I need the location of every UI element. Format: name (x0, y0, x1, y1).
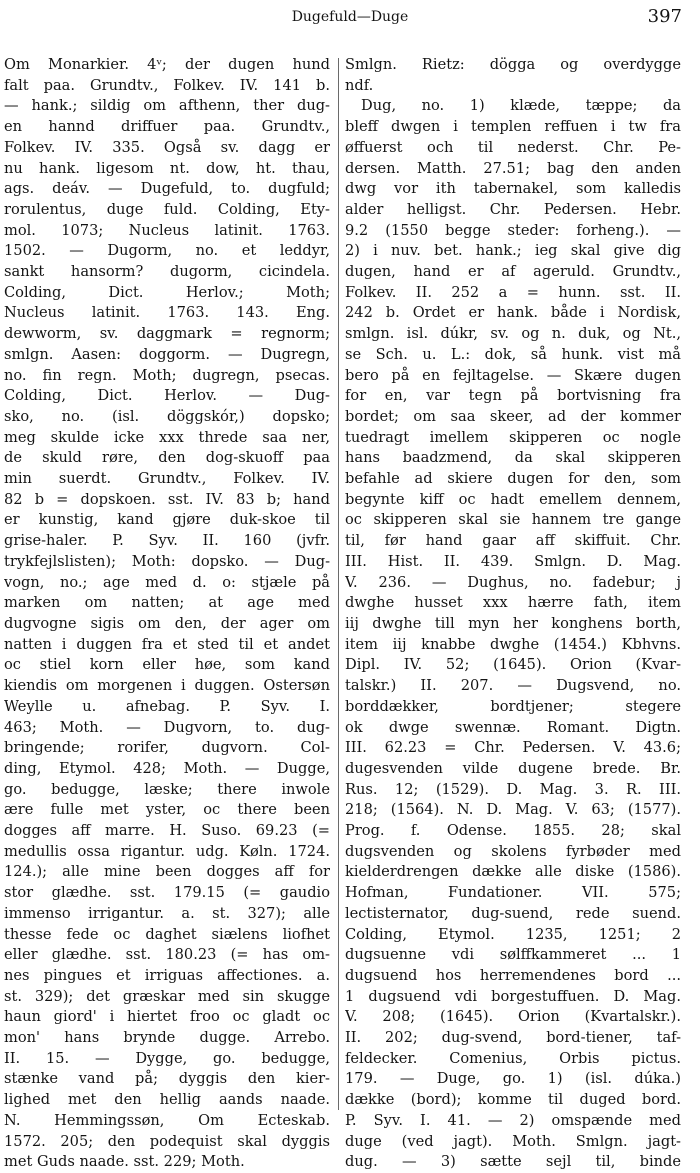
text-line: st. 329); det græskar med sin skugge (4, 987, 330, 1005)
text-line: dugsuend hos herremendenes bord ... (345, 966, 681, 984)
text-line: go. bedugge, læske; there inwole (4, 780, 330, 798)
text-line: en hannd driffuer paa. Grundtv., (4, 118, 330, 136)
text-line: begynte kiff oc hadt emellem dennem, (345, 490, 681, 508)
text-line: dersen. Matth. 27.51; bag den anden (345, 159, 681, 177)
text-line: V. 236. — Dughus, no. fadebur; j (345, 573, 681, 591)
text-line: sko, no. (isl. döggskór,) dopsko; (4, 407, 330, 425)
text-line: met Guds naade. sst. 229; Moth. (4, 1153, 245, 1171)
text-line: duge (ved jagt). Moth. Smlgn. jagt- (345, 1132, 681, 1150)
text-line: nu hank. ligesom nt. dow, ht. thau, (4, 159, 330, 177)
text-line: dække (bord); komme til duged bord. (345, 1091, 681, 1109)
text-line: ding, Etymol. 428; Moth. — Dugge, (4, 759, 330, 777)
text-line: sankt hansorm? dugorm, cicindela. (4, 263, 330, 281)
text-line: Hofman, Fundationer. VII. 575; (345, 884, 681, 902)
text-line: nes pingues et irriguas affectiones. a. (4, 966, 330, 984)
text-line: Colding, Etymol. 1235, 1251; 2 (345, 925, 681, 943)
text-line: iij dwghe till myn her konghens borth, (345, 614, 681, 632)
text-line: II. 15. — Dygge, go. bedugge, (4, 1049, 330, 1067)
text-line: talskr.) II. 207. — Dugsvend, no. (345, 677, 681, 695)
text-line: Smlgn. Rietz: dögga og overdygge (345, 56, 681, 73)
text-line: no. fin regn. Moth; dugregn, psecas. (4, 366, 330, 384)
text-line: oc stiel korn eller høe, som kand (4, 656, 330, 674)
text-line: bero på en fejltagelse. — Skære dugen (345, 366, 681, 384)
text-line: smlgn. Aasen: doggorm. — Dugregn, (4, 345, 330, 363)
text-line: Folkev. IV. 335. Også sv. dagg er (4, 138, 330, 156)
text-line: P. Syv. I. 41. — 2) omspænde med (345, 1111, 681, 1129)
running-head: Dugefuld—Duge (291, 9, 409, 25)
text-line: 1572. 205; den podequist skal dyggis (4, 1132, 330, 1150)
text-line: trykfejlslisten); Moth: dopsko. — Dug- (4, 552, 330, 570)
text-line: dug. — 3) sætte sejl til, binde (345, 1153, 681, 1171)
text-line: bleff dwgen i templen reffuen i tw fra (345, 118, 681, 136)
text-line: feldecker. Comenius, Orbis pictus. (345, 1049, 681, 1067)
left-column (4, 55, 330, 1171)
text-line: Dipl. IV. 52; (1645). Orion (Kvar- (345, 656, 681, 674)
text-line: Prog. f. Odense. 1855. 28; skal (345, 822, 681, 840)
text-line: kiendis om morgenen i duggen. Ostersøn (4, 677, 330, 695)
text-line: dwg vor ith tabernakel, som kalledis (345, 180, 681, 198)
text-line: III. Hist. II. 439. Smlgn. D. Mag. (345, 552, 681, 570)
text-line: Nucleus latinit. 1763. 143. Eng. (4, 304, 330, 322)
text-line: for en, var tegn på bortvisning fra (345, 387, 681, 405)
text-line: Om Monarkier. 4ᵛ; der dugen hund (4, 56, 330, 73)
text-line: dugsuenne vdi sølffkammeret ... 1 (345, 946, 681, 964)
text-line: item iij knabbe dwghe (1454.) Kbhvns. (345, 635, 681, 653)
text-line: hans baadzmend, da skal skipperen (345, 449, 681, 467)
text-line: befahle ad skiere dugen for den, som (345, 470, 681, 488)
text-line: 218; (1564). N. D. Mag. V. 63; (1577). (345, 801, 681, 819)
text-line: V. 208; (1645). Orion (Kvartalskr.). (345, 1008, 681, 1026)
text-line: kielderdrengen dække alle diske (1586). (345, 863, 681, 881)
text-line: ndf. (345, 76, 374, 94)
text-line: bordet; om saa skeer, ad der kommer (345, 407, 681, 425)
text-line: dewworm, sv. daggmark = regnorm; (4, 325, 330, 343)
text-line: 1502. — Dugorm, no. et leddyr, (4, 242, 330, 260)
text-line: de skuld røre, den dog-skuoff paa (4, 449, 330, 467)
text-line: thesse fede oc daghet siælens liofhet (4, 925, 330, 943)
text-line: til, før hand gaar aff skiffuit. Chr. (345, 532, 681, 550)
text-line: Weylle u. afnebag. P. Syv. I. (4, 697, 330, 715)
text-line: Colding, Dict. Herlov.; Moth; (4, 283, 330, 301)
text-line: vogn, no.; age med d. o: stjæle på (4, 573, 330, 591)
text-line: 1 dugsuend vdi borgestuffuen. D. Mag. (345, 987, 681, 1005)
column-divider (338, 58, 339, 1110)
text-line: Folkev. II. 252 a = hunn. sst. II. (345, 283, 681, 301)
text-line: min suerdt. Grundtv., Folkev. IV. (4, 470, 330, 488)
text-line: N. Hemmingssøn, Om Ecteskab. (4, 1111, 330, 1129)
text-line: falt paa. Grundtv., Folkev. IV. 141 b. (4, 76, 330, 94)
text-line: III. 62.23 = Chr. Pedersen. V. 43.6; (345, 739, 681, 757)
text-line: dwghe husset xxx hærre fath, item (345, 594, 681, 612)
text-line: ære fulle met yster, oc there been (4, 801, 330, 819)
text-line: II. 202; dug-svend, bord-tiener, taf- (345, 1029, 681, 1047)
text-line: meg skulde icke xxx threde saa ner, (4, 428, 330, 446)
text-line: Colding, Dict. Herlov. — Dug- (4, 387, 330, 405)
text-line: dugvogne sigis om den, der ager om (4, 614, 330, 632)
text-line: bringende; rorifer, dugvorn. Col- (4, 739, 330, 757)
text-line: Dug, no. 1) klæde, tæppe; da (361, 97, 681, 115)
text-line: stænke vand på; dyggis den kier- (4, 1070, 330, 1088)
text-line: ok dwge swennæ. Romant. Digtn. (345, 718, 681, 736)
text-line: marken om natten; at age med (4, 594, 330, 612)
text-line: ags. deáv. — Dugefuld, to. dugfuld; (4, 180, 330, 198)
text-line: grise-haler. P. Syv. II. 160 (jvfr. (4, 532, 330, 550)
text-line: mol. 1073; Nucleus latinit. 1763. (4, 221, 330, 239)
text-line: alder helligst. Chr. Pedersen. Hebr. (345, 200, 681, 218)
text-line: haun giord' i hiertet froo oc gladt oc (4, 1008, 330, 1026)
text-line: mon' hans brynde dugge. Arrebo. (4, 1029, 330, 1047)
text-line: 9.2 (1550 begge steder: forheng.). — (345, 221, 681, 239)
text-line: Rus. 12; (1529). D. Mag. 3. R. III. (345, 780, 681, 798)
text-line: immenso irrigantur. a. st. 327); alle (4, 904, 330, 922)
text-line: er kunstig, kand gjøre duk-skoe til (4, 511, 330, 529)
text-line: øffuerst och til nederst. Chr. Pe- (345, 138, 681, 156)
page-number: 397 (647, 6, 682, 27)
text-line: natten i duggen fra et sted til et andet (4, 635, 330, 653)
text-line: se Sch. u. L.: dok, så hunk. vist må (345, 345, 681, 363)
text-line: dugen, hand er af ageruld. Grundtv., (345, 263, 681, 281)
text-line: rorulentus, duge fuld. Colding, Ety- (4, 200, 330, 218)
text-line: eller glædhe. sst. 180.23 (= has om- (4, 946, 330, 964)
page-header (0, 6, 700, 30)
text-line: dugsvenden og skolens fyrbøder med (345, 842, 681, 860)
text-line: stor glædhe. sst. 179.15 (= gaudio (4, 884, 330, 902)
text-line: borddækker, bordtjener; stegere (345, 697, 681, 715)
text-line: dogges aff marre. H. Suso. 69.23 (= (4, 822, 330, 840)
right-column (345, 55, 681, 1171)
text-line: 242 b. Ordet er hank. både i Nordisk, (345, 304, 681, 322)
text-line: 82 b = dopskoen. sst. IV. 83 b; hand (4, 490, 330, 508)
text-line: lighed met den hellig aands naade. (4, 1091, 330, 1109)
text-line: oc skipperen skal sie hannem tre gange (345, 511, 681, 529)
text-line: dugesvenden vilde dugene brede. Br. (345, 759, 681, 777)
text-line: tuedragt imellem skipperen oc nogle (345, 428, 681, 446)
text-line: 463; Moth. — Dugvorn, to. dug- (4, 718, 330, 736)
text-line: smlgn. isl. dúkr, sv. og n. duk, og Nt., (345, 325, 681, 343)
text-line: — hank.; sildig om afthenn, ther dug- (4, 97, 330, 115)
text-line: 2) i nuv. bet. hank.; ieg skal give dig (345, 242, 681, 260)
text-line: lectisternator, dug-suend, rede suend. (345, 904, 681, 922)
text-line: 124.); alle mine been dogges aff for (4, 863, 330, 881)
text-line: medullis ossa rigantur. udg. Køln. 1724. (4, 842, 330, 860)
text-line: 179. — Duge, go. 1) (isl. dúka.) (345, 1070, 681, 1088)
